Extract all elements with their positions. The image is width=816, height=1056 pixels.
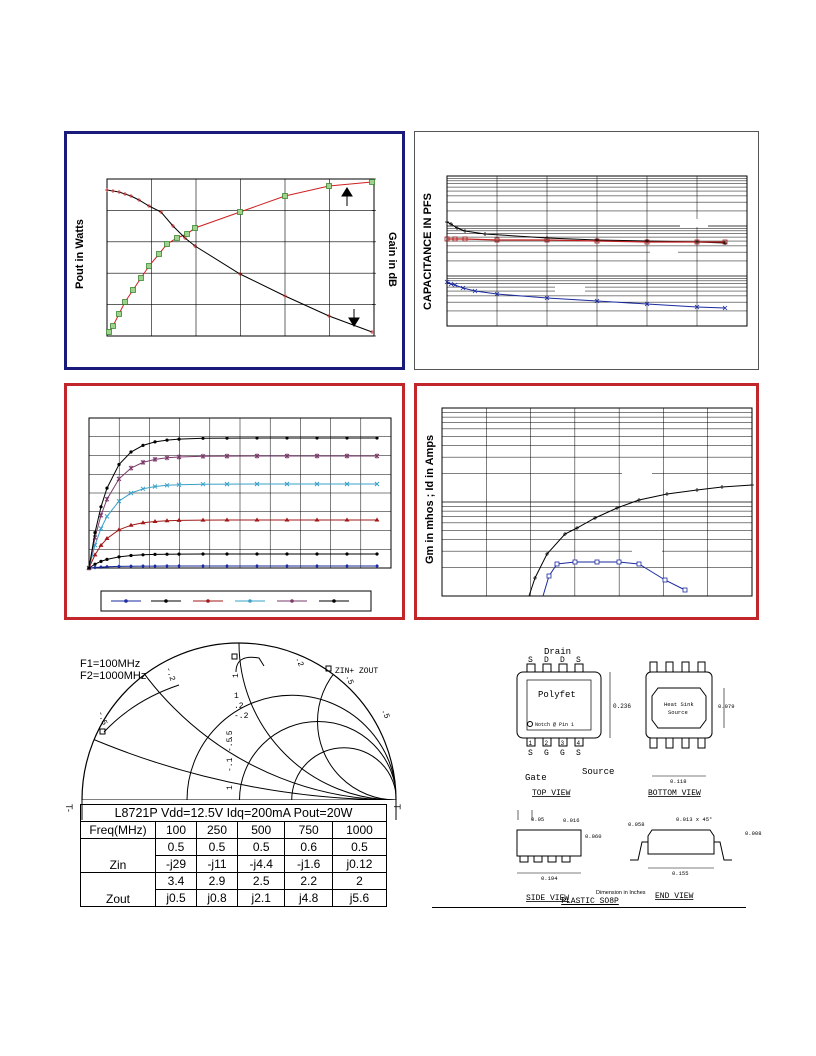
pout-point [107,330,112,335]
smith-arc-label: -.2 [234,712,249,721]
top-pin [543,664,551,672]
side-pin [520,856,528,862]
gain-point [370,330,374,334]
side-pin [534,856,542,862]
pin-number: 3 [560,740,565,747]
bottom-pin-label: G [560,749,565,758]
gain-point [123,192,127,196]
bottom-view-pin [682,662,689,672]
dim-note: Dimension in Inches [596,890,646,896]
smith-freq1: F1=100MHz [80,658,141,670]
legend-marker [206,599,210,603]
smith-arc-label: 1 [234,692,239,701]
curve-point [99,505,102,508]
dim-060: 0.060 [585,833,602,840]
id-point [555,562,559,566]
pout-point [370,180,375,185]
zout-imag: j5.6 [332,890,386,907]
curve-point [255,436,258,439]
curve-point [345,564,349,568]
curve-point [141,553,144,556]
zout-real: 2.9 [197,873,238,890]
zout-imag: j4.8 [285,890,332,907]
curve-point [345,552,348,555]
smith-arc-label: -.5 [95,709,109,727]
zout-real: 3.4 [156,873,197,890]
notch-label: Notch @ Pin 1 [535,722,575,728]
capacitance-panel [414,131,759,370]
id-point [617,560,621,564]
curve-point [165,553,168,556]
pout-point [111,324,116,329]
gate-label: Gate [525,773,547,783]
package-name: PLASTIC SO8P [561,897,619,906]
pin-number: 4 [576,740,581,747]
curve-point [141,444,144,447]
bottom-view-pin [666,738,673,748]
pout-point [117,312,122,317]
down-arrow-icon [349,309,359,326]
curve-point [99,560,102,563]
curve-point [177,438,180,441]
curve-point [375,436,378,439]
brand-label: Polyfet [538,690,576,700]
gm-point [615,506,619,510]
curve-point [345,436,348,439]
curve-point [375,564,379,568]
gm-point [575,526,579,530]
curve-point [255,564,259,568]
pout-point [147,264,152,269]
freq-cell: 100 [156,822,197,839]
curve-point [129,450,132,453]
zout-real: 2.5 [238,873,285,890]
pout-point [185,232,190,237]
capacitance-ylabel: CAPACITANCE IN PFS [422,193,434,310]
smith-arc-label: -.1 [226,757,235,772]
pout-gain-panel [64,131,405,370]
curve-point [225,437,228,440]
curve-point [105,497,109,502]
curve-point [375,552,378,555]
legend-marker [332,599,336,603]
pout-gain-chart [67,134,408,373]
capacitance-chart [415,132,760,371]
dim-05: 0.05 [531,816,545,823]
curve-point [315,564,319,568]
bottom-view-title: BOTTOM VIEW [648,789,701,798]
curve-point [117,463,120,466]
dim-118: 0.118 [670,778,687,785]
gain-point [327,314,331,318]
ciss-point [445,220,449,224]
legend-marker [164,599,168,603]
smith-freq2: F2=1000MHz [80,670,147,682]
curve-point [225,552,228,555]
dim-058: 0.058 [628,821,645,828]
up-arrow-icon [342,188,352,206]
curve-point [315,552,318,555]
curve-point [201,437,204,440]
curve-point [285,436,288,439]
drain-label: Drain [544,647,572,657]
legend-marker [248,599,252,603]
id-vds-panel [64,383,405,620]
curve-point [93,566,97,570]
dim-chamfer: 0.013 x 45° [676,816,713,823]
top-pin [575,664,583,672]
bottom-pin-label: S [528,749,533,758]
side-pin [562,856,570,862]
heat-source-label: Source [668,709,688,716]
gm-point [637,498,641,502]
curve-point [153,440,156,443]
bottom-view-pin [666,662,673,672]
gain-point [129,194,133,198]
pout-point [123,300,128,305]
pout-point [139,276,144,281]
pout-point [283,194,288,199]
zin-imag: j0.12 [332,856,386,873]
id-vds-chart [67,386,408,623]
top-pin-label: S [528,656,533,665]
curve-point [105,558,108,561]
gm-point [720,485,724,489]
bottom-view-pin [650,662,657,672]
gain-point [117,190,121,194]
smith-arc-label: .2 [293,655,305,669]
pin-number: 2 [544,740,549,747]
top-pin-label: S [576,656,581,665]
zin-imag: -j1.6 [285,856,332,873]
gain-point [111,189,115,193]
bottom-view-pin [698,662,705,672]
id-point [595,560,599,564]
smith-arc-label: .5 [226,730,235,740]
bottom-pin-label: S [576,749,581,758]
ciss-point [545,236,549,240]
zout-real: 2 [332,873,386,890]
top-pin [527,664,535,672]
curve-point [201,552,204,555]
bottom-view-pin [682,738,689,748]
dim-194: 0.194 [541,875,558,882]
end-view [628,816,762,877]
id-curve [89,520,377,568]
zin-real: 0.5 [238,839,285,856]
zin-imag: -j4.4 [238,856,285,873]
legend-marker [124,599,128,603]
heat-sink-label: Heat Sink [664,701,694,708]
top-pin-label: D [544,656,549,665]
zin-real: 0.5 [332,839,386,856]
curve-point [177,564,181,568]
smith-arc-label: 1 [232,673,241,678]
source-label: Source [582,767,615,777]
curve-point [129,554,132,557]
curve-point [129,466,133,471]
smith-arc-label: .5 [343,673,355,687]
impedance-table [80,804,387,907]
freq-cell: 1000 [332,822,386,839]
bottom-view [646,662,735,798]
smith-arc-label: -.2 [163,665,177,683]
pout-point [327,184,332,189]
curve-point [105,487,108,490]
id-point [663,578,667,582]
freq-header: Freq(MHz) [81,822,156,839]
gain-ylabel: Gain in dB [386,232,398,287]
dim-height: 0.236 [613,703,632,710]
curve-point [225,564,229,568]
zout-imag: j2.1 [238,890,285,907]
bottom-pin-label: G [544,749,549,758]
smith-arc-label: .2 [234,702,244,711]
top-pin [559,664,567,672]
pout-point [238,210,243,215]
gm-point [695,488,699,492]
pout-point [175,236,180,241]
zin-label: Zin [81,839,156,873]
curve-point [117,555,120,558]
dim-079: 0.079 [718,703,735,710]
side-view [517,810,602,882]
dim-016: 0.016 [563,817,580,824]
zout-marker [232,654,237,659]
curve-point [165,439,168,442]
pin-number: 1 [528,740,533,747]
freq-cell: 750 [285,822,332,839]
zin-real: 0.5 [197,839,238,856]
pout-point [193,226,198,231]
curve-point [93,531,96,534]
curve-point [165,564,169,568]
gm-id-panel [414,383,759,620]
curve-point [87,566,90,569]
curve-point [285,552,288,555]
id-curve [89,438,377,568]
dim-155: 0.155 [672,870,689,877]
curve-point [93,563,96,566]
smith-legend: ZIN+ ZOUT [335,667,379,676]
ciss-point [463,229,467,233]
footer-rule [432,907,746,908]
id-point [573,560,577,564]
id-point [547,574,551,578]
id-point [683,588,687,592]
top-view [517,647,631,798]
pout-point [131,288,136,293]
curve-point [315,436,318,439]
curve-point [201,564,205,568]
curve-point [117,476,121,481]
curve-point [153,553,156,556]
side-pin [548,856,556,862]
end-view-title: END VIEW [655,892,694,901]
zin-imag: -j11 [197,856,238,873]
smith-arc-label: .5 [379,707,391,721]
zin-imag: -j29 [156,856,197,873]
pout-point [165,242,170,247]
bottom-view-pin [650,738,657,748]
freq-cell: 500 [238,822,285,839]
freq-cell: 250 [197,822,238,839]
id-point [637,562,641,566]
zin-real: 0.5 [156,839,197,856]
gm-ylabel: Gm in mhos ; Id in Amps [424,434,436,564]
gm-point [665,492,669,496]
ciss-point [483,232,487,236]
smith-right-mark: T [392,804,402,810]
curve-point [105,536,110,540]
legend-marker [290,599,294,603]
curve-point [285,564,289,568]
ciss-point [695,240,699,244]
gm-point [750,483,754,487]
gain-point [283,294,287,298]
curve-point [105,514,109,518]
zout-imag: j0.8 [197,890,238,907]
zout-imag: j0.5 [156,890,197,907]
table-title: L8721P Vdd=12.5V Idq=200mA Pout=20W [81,805,387,822]
side-view-title: SIDE VIEW [526,894,570,903]
zout-real: 2.2 [285,873,332,890]
curve-point [255,552,258,555]
smith-arc-label: 1 [226,785,235,790]
gain-point [105,188,109,192]
zin-real: 0.6 [285,839,332,856]
curve-point [177,553,180,556]
zout-label: Zout [81,873,156,907]
pout-point [157,252,162,257]
gm-point [533,576,537,580]
dim-008: 0.008 [745,830,762,837]
smith-arc-label: -.5 [226,737,235,752]
pout-ylabel: Pout in Watts [74,219,86,289]
bottom-view-pin [698,738,705,748]
smith-left-mark: T- [64,804,74,812]
gm-id-chart [417,386,762,623]
top-view-title: TOP VIEW [532,789,571,798]
top-pin-label: D [560,656,565,665]
